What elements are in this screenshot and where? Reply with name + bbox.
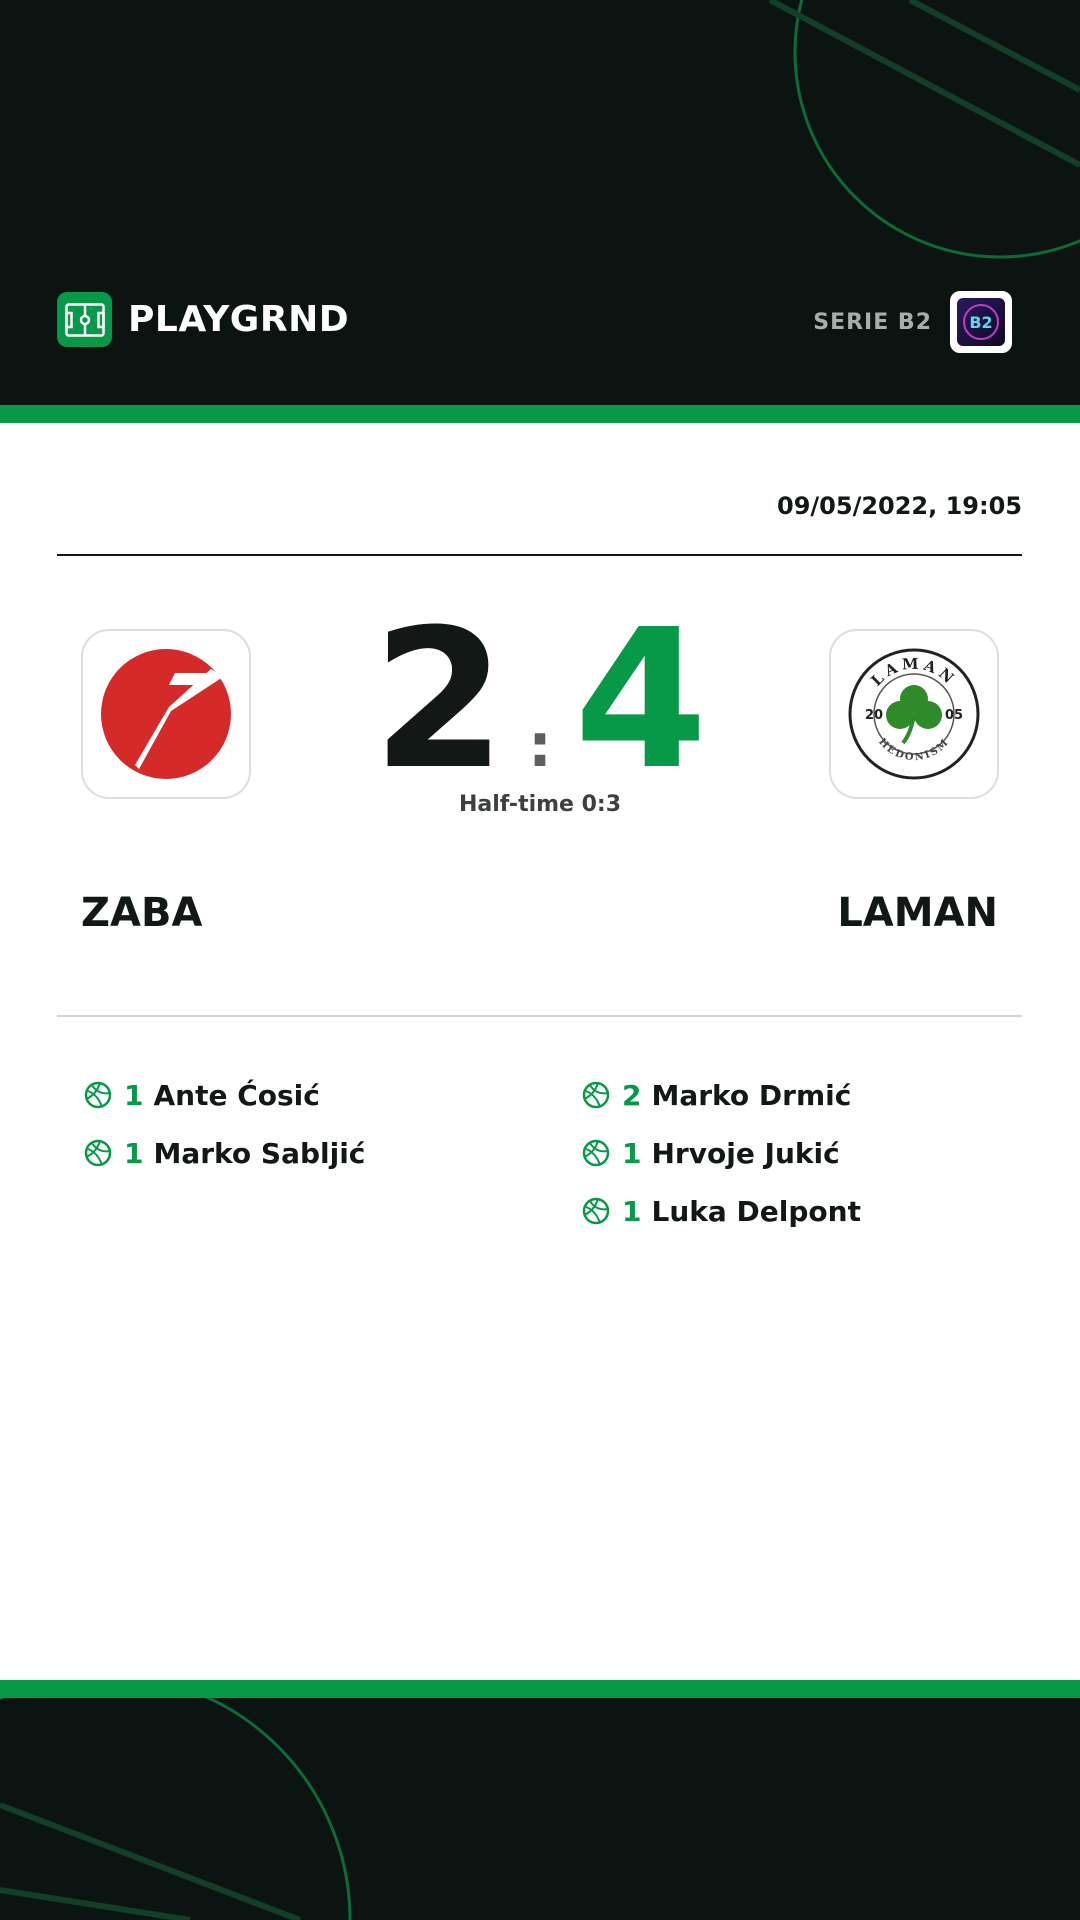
header-banner [0,0,1080,405]
divider [57,1015,1022,1017]
scorer-row [582,1182,861,1240]
away-score: 4 [574,589,708,812]
goal-count: 2 [622,1078,642,1112]
player-name: Ante Ćosić [153,1078,320,1112]
laman-crest-logo [847,647,981,781]
player-name: Marko Drmić [651,1078,852,1112]
away-scorers [582,1066,861,1240]
footer-banner [0,1698,1080,1920]
player-name: Marko Sabljić [153,1136,366,1170]
ball-icon [582,1197,610,1225]
svg-text:LAMAN: LAMAN [867,654,961,690]
score-separator: : [528,711,552,781]
pitch-decoration [0,1698,1080,1920]
brand-name: PLAYGRND [128,299,350,340]
player-name: Luka Delpont [651,1194,861,1228]
league [813,291,1012,353]
scorer-row [582,1124,861,1182]
svg-text:20: 20 [865,708,884,723]
goal-count: 1 [622,1136,642,1170]
brand [57,292,349,347]
svg-text:HEDONISM: HEDONISM [876,736,952,764]
home-scorers [84,1066,365,1182]
ball-icon [582,1139,610,1167]
ball-icon [84,1081,112,1109]
home-score: 2 [372,589,506,812]
home-team-name: ZABA [81,890,203,936]
scorer-row [582,1066,861,1124]
pitch-icon [57,292,112,347]
divider [57,554,1022,556]
halftime-score: Half-time 0:3 [458,792,622,817]
goal-count: 1 [124,1078,144,1112]
scorer-row [84,1066,365,1124]
league-logo [950,291,1012,353]
league-logo-text: B2 [969,313,993,332]
accent-stripe-bottom [0,1680,1080,1698]
match-datetime: 09/05/2022, 19:05 [777,492,1022,520]
away-team-logo [829,629,999,799]
ball-icon [582,1081,610,1109]
player-name: Hrvoje Jukić [651,1136,840,1170]
goal-count: 1 [622,1194,642,1228]
away-team-name: LAMAN [837,890,998,936]
svg-text:05: 05 [945,708,964,723]
scorer-row [84,1124,365,1182]
accent-stripe-top [0,405,1080,423]
ball-icon [84,1139,112,1167]
goal-count: 1 [124,1136,144,1170]
league-name: SERIE B2 [813,309,932,335]
